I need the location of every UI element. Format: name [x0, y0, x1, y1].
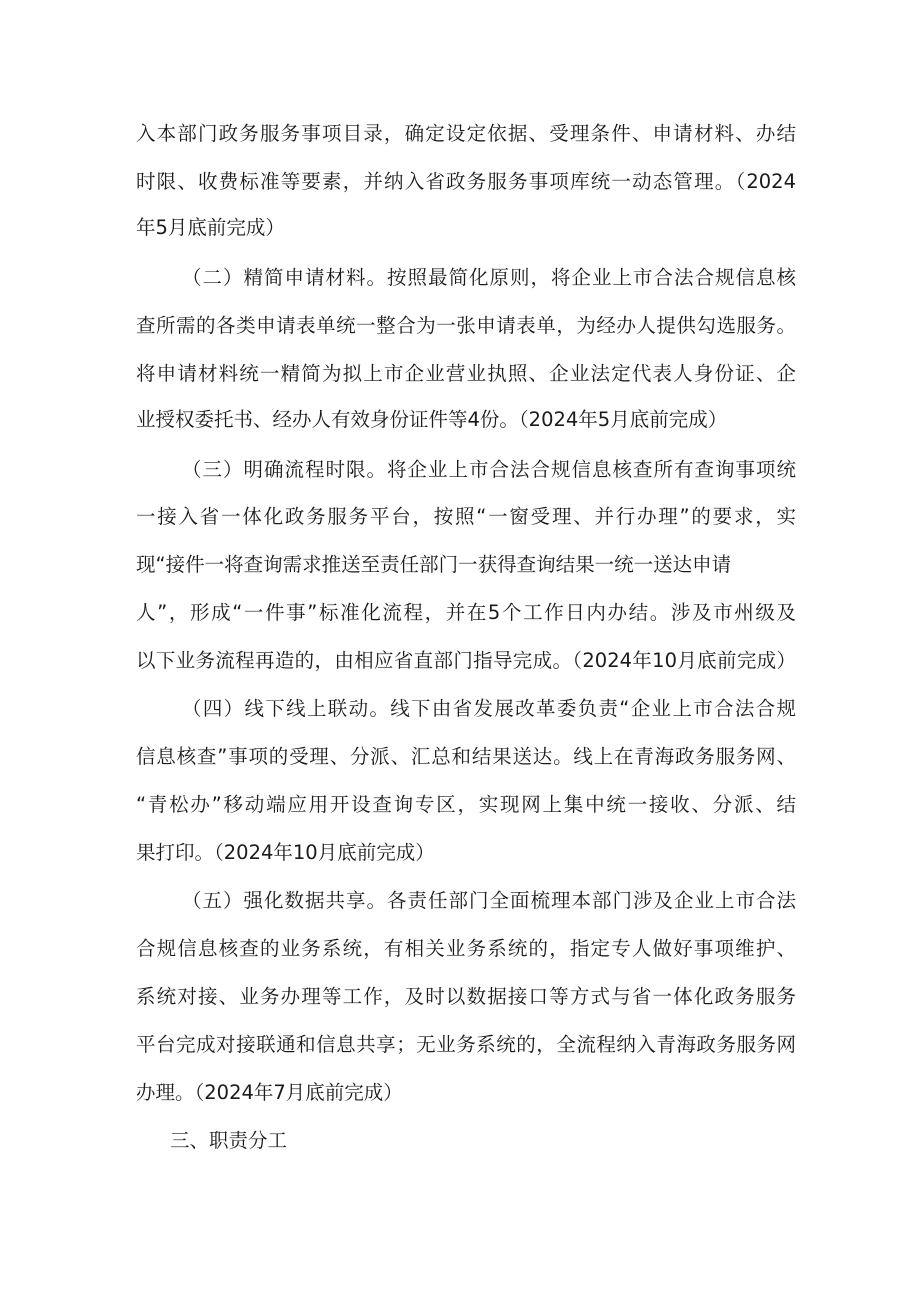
paragraph-2-line-4: 业授权委托书、经办人有效身份证件等4份。（2024年5月底前完成） — [136, 408, 728, 431]
paragraph-3-line-3: 现“接件一将查询需求推送至责任部门一获得查询结果一统一送达申请 — [136, 553, 732, 576]
paragraph-4-line-1: （四）线下线上联动。线下由省发展改革委负责“企业上市合法合规 — [182, 697, 796, 720]
paragraph-1-line-1: 入本部门政务服务事项目录，确定设定依据、受理条件、申请材料、办结 — [136, 122, 796, 145]
paragraph-5-line-1: （五）强化数据共享。各责任部门全面梳理本部门涉及企业上市合法 — [182, 889, 796, 912]
paragraph-3-line-2: 一接入省一体化政务服务平台，按照“一窗受理、并行办理”的要求，实 — [136, 505, 796, 528]
paragraph-4-line-3: “青松办”移动端应用开设查询专区，实现网上集中统一接收、分派、结 — [136, 793, 796, 816]
paragraph-3-line-5: 以下业务流程再造的，由相应省直部门指导完成。（2024年10月底前完成） — [136, 649, 796, 672]
paragraph-4-line-4: 果打印。（2024年10月底前完成） — [136, 841, 435, 864]
paragraph-3-line-1: （三）明确流程时限。将企业上市合法合规信息核查所有查询事项统 — [182, 458, 796, 481]
paragraph-2-line-3: 将申请材料统一精简为拟上市企业营业执照、企业法定代表人身份证、企 — [136, 362, 796, 385]
paragraph-5-line-2: 合规信息核查的业务系统，有相关业务系统的，指定专人做好事项维护、 — [136, 937, 796, 960]
paragraph-1-line-3: 年5月底前完成） — [136, 216, 285, 239]
paragraph-5-line-4: 平台完成对接联通和信息共享；无业务系统的，全流程纳入青海政务服务网 — [136, 1033, 796, 1056]
paragraph-2-line-2: 查所需的各类申请表单统一整合为一张申请表单，为经办人提供勾选服务。 — [136, 314, 796, 337]
paragraph-5-line-3: 系统对接、业务办理等工作，及时以数据接口等方式与省一体化政务服务 — [136, 985, 796, 1008]
paragraph-1-line-2: 时限、收费标准等要素，并纳入省政务服务事项库统一动态管理。（2024 — [136, 170, 796, 193]
paragraph-5-line-5: 办理。（2024年7月底前完成） — [136, 1081, 403, 1104]
paragraph-4-line-2: 信息核查”事项的受理、分派、汇总和结果送达。线上在青海政务服务网、 — [136, 745, 796, 768]
section-heading: 三、职责分工 — [170, 1129, 288, 1152]
paragraph-3-line-4: 人”，形成“一件事”标准化流程，并在5个工作日内办结。涉及市州级及 — [136, 601, 796, 624]
paragraph-2-line-1: （二）精简申请材料。按照最简化原则，将企业上市合法合规信息核 — [182, 266, 796, 289]
